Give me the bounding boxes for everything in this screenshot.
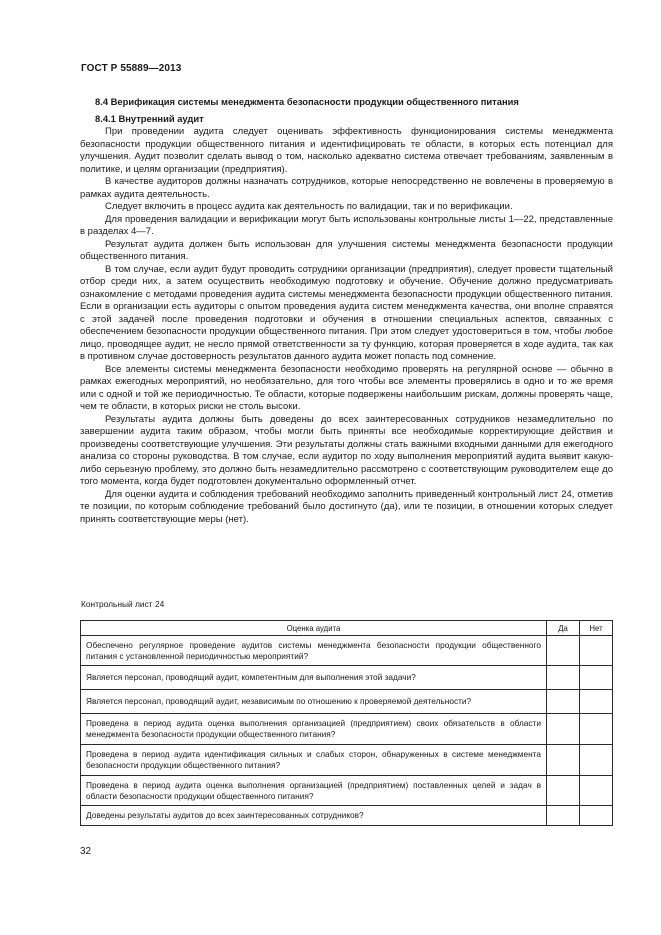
checklist-question: Проведена в период аудита оценка выполнения организацией (предприятием) своих обязательств в области менеджмента безопасности продукции общественного питания? bbox=[81, 714, 547, 745]
checklist-row bbox=[81, 806, 613, 826]
paragraph: Результат аудита должен быть использован для улучшения системы менеджмента безопасности продукции общественного питания. bbox=[80, 238, 613, 262]
checklist-yes-cell[interactable] bbox=[547, 666, 580, 690]
checklist-yes-cell[interactable] bbox=[547, 745, 580, 776]
paragraph: Результаты аудита должны быть доведены до всех заинтересованных сотрудников незамедлительно по завершении аудита таким образом, чтобы могли быть приняты все необходимые корректирующие действия и произведены соответствующие улучшения. Эти результаты должны стать важными входными данными для ежегодного анализа со стороны руководства. В том случае, если аудитор по ходу выполнения мероприятий аудита выявит какую-либо серьезную проблему, это должно быть незамедлительно рассмотрено с соответствующим руководителем еще до того момента, когда будет подготовлен документально оформленный отчет. bbox=[80, 413, 613, 487]
checklist-row bbox=[81, 636, 613, 666]
paragraph: Следует включить в процесс аудита как деятельность по валидации, так и по верификации. bbox=[105, 201, 513, 212]
column-header-no: Нет bbox=[580, 621, 613, 636]
page-number: 32 bbox=[80, 846, 92, 857]
checklist-question: Является персонал, проводящий аудит, компетентным для выполнения этой задачи? bbox=[81, 666, 547, 690]
subsection-heading: 8.4.1 Внутренний аудит bbox=[95, 113, 204, 124]
checklist-question: Проведена в период аудита оценка выполнения организацией (предприятием) поставленных целей и задач в области безопасности продукции общественного питания? bbox=[81, 776, 547, 806]
checklist-header-row bbox=[81, 621, 613, 636]
column-header-yes: Да bbox=[547, 621, 580, 636]
checklist-question: Проведена в период аудита идентификация сильных и слабых сторон, обнаруженных в системе менеджмента безопасности продукции общественного питания? bbox=[81, 745, 547, 776]
checklist-row bbox=[81, 690, 613, 714]
paragraph: Для проведения валидации и верификации могут быть использованы контрольные листы 1—22, представленные в разделах 4—7. bbox=[80, 213, 613, 237]
checklist-row bbox=[81, 745, 613, 776]
section-heading: 8.4 Верификация системы менеджмента безопасности продукции общественного питания bbox=[95, 96, 519, 107]
checklist-yes-cell[interactable] bbox=[547, 714, 580, 745]
checklist-row bbox=[81, 714, 613, 745]
paragraph: Все элементы системы менеджмента безопасности необходимо проверять на регулярной основе — обычно в рамках ежегодных мероприятий, но необязательно, для того чтобы все элементы проверялись в одно и то же время или с одной и той же периодичностью. Те области, которые подвержены наибольшим рискам, должны проверять чаще, чем те области, в которых риски не столь высоки. bbox=[80, 363, 613, 412]
paragraph: В качестве аудиторов должны назначать сотрудников, которые непосредственно не вовлечены в проверяемую в рамках аудита деятельность. bbox=[80, 176, 613, 200]
paragraph: Для оценки аудита и соблюдения требований необходимо заполнить приведенный контрольный лист 24, отметив те позиции, по которым соблюдение требований было достигнуто (да), или те позиции, в отношении которых следует принять соответствующие меры (нет). bbox=[80, 488, 613, 525]
checklist-no-cell[interactable] bbox=[580, 806, 613, 826]
checklist-question: Доведены результаты аудитов до всех заинтересованных сотрудников? bbox=[81, 806, 547, 826]
checklist-yes-cell[interactable] bbox=[547, 776, 580, 806]
checklist-no-cell[interactable] bbox=[580, 714, 613, 745]
checklist-yes-cell[interactable] bbox=[547, 806, 580, 826]
checklist-no-cell[interactable] bbox=[580, 745, 613, 776]
checklist-row bbox=[81, 666, 613, 690]
checklist-yes-cell[interactable] bbox=[547, 690, 580, 714]
checklist-question: Является персонал, проводящий аудит, независимым по отношению к проверяемой деятельности? bbox=[81, 690, 547, 714]
checklist-table bbox=[80, 620, 613, 826]
checklist-caption: Контрольный лист 24 bbox=[81, 599, 165, 609]
checklist-no-cell[interactable] bbox=[580, 666, 613, 690]
column-header-question: Оценка аудита bbox=[81, 621, 547, 636]
body-text bbox=[80, 126, 613, 526]
checklist-no-cell[interactable] bbox=[580, 776, 613, 806]
paragraph: При проведении аудита следует оценивать эффективность функционирования системы менеджмента безопасности продукции общественного питания и идентифицировать те области, в которых есть потенциал для улучшения. Аудит позволит сделать вывод о том, насколько адекватно система отвечает требованиям, заявленным в политике, и целям организации (предприятия). bbox=[80, 126, 613, 175]
checklist-yes-cell[interactable] bbox=[547, 636, 580, 666]
document-id: ГОСТ Р 55889—2013 bbox=[81, 63, 182, 74]
paragraph: В том случае, если аудит будут проводить сотрудники организации (предприятия), следует провести тщательный отбор среди них, а затем осуществить необходимую подготовку и обучение. Обучение должно предусматривать ознакомление с методами проведения аудита системы менеджмента безопасности продукции общественного питания. Если в организации есть аудиторы с опытом проведения аудита систем менеджмента качества, они вполне справятся с этой задачей после проведения подготовки и обучения в отношении специальных аспектов, связанных с обеспечением безопасности продукции общественного питания. При этом следует удостовериться в том, чтобы любое лицо, проводящее аудит, не несло прямой ответственности за ту функцию, которая проверяется в ходе аудита, так как в противном случае достоверность результатов данного аудита может попасть под сомнение. bbox=[80, 263, 613, 362]
checklist-question: Обеспечено регулярное проведение аудитов системы менеджмента безопасности продукции общественного питания с установленной периодичностью мероприятий? bbox=[81, 636, 547, 666]
checklist-row bbox=[81, 776, 613, 806]
checklist-no-cell[interactable] bbox=[580, 690, 613, 714]
checklist-no-cell[interactable] bbox=[580, 636, 613, 666]
